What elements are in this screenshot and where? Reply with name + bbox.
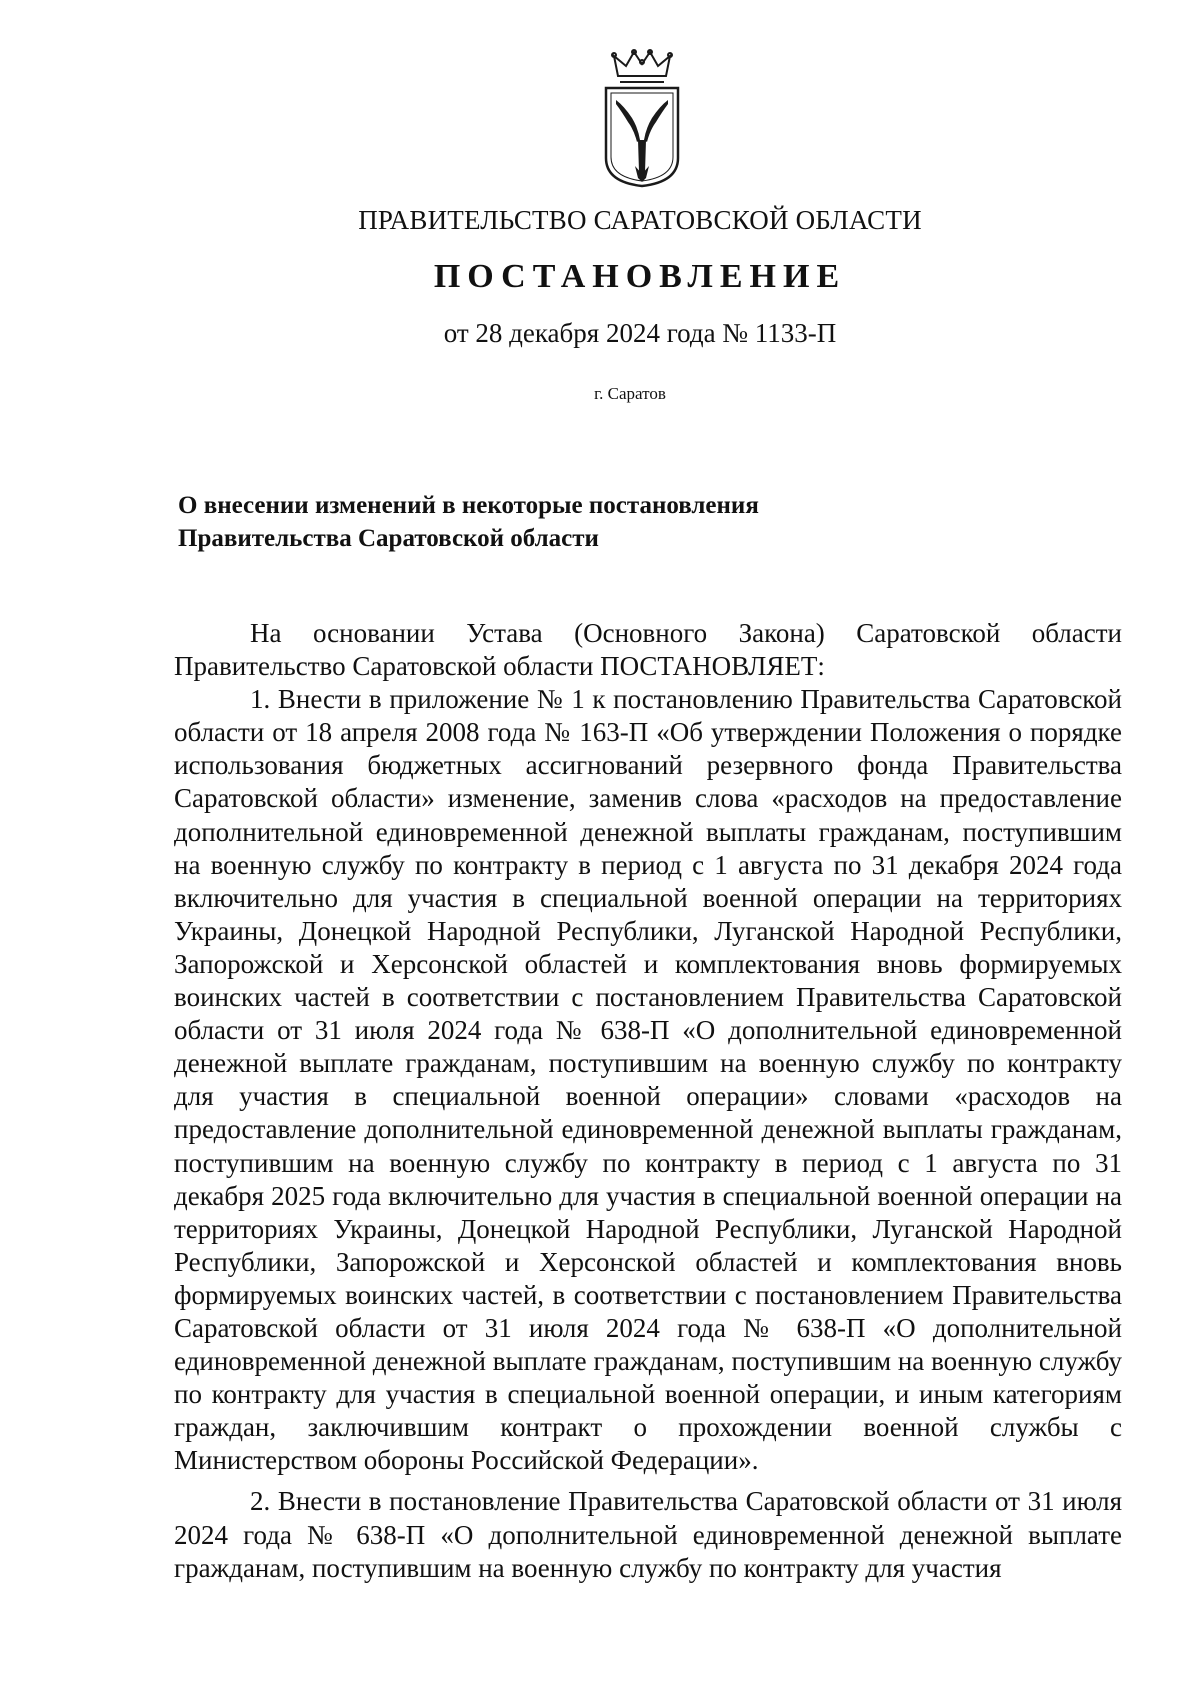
body-item-2: 2. Внести в постановление Правительства Саратовской области от 31 июля 2024 года № 638-П «О дополнительной единовременной денежной выплате гражданам, поступившим на военную службу по контракту для участия bbox=[174, 1486, 1122, 1583]
document-subject bbox=[178, 489, 978, 555]
document-date-number: от 28 декабря 2024 года № 1133-П bbox=[443, 318, 837, 348]
body-intro: На основании Устава (Основного Закона) Саратовской области Правительство Саратовской области ПОСТАНОВЛЯЕТ: bbox=[174, 618, 1122, 682]
document-type: ПОСТАНОВЛЕНИЕ bbox=[433, 258, 847, 295]
saratov-coat-of-arms-icon bbox=[602, 48, 682, 188]
subject-line-1: О внесении изменений в некоторые постановления bbox=[178, 492, 759, 519]
document-city: г. Саратов bbox=[594, 384, 666, 403]
subject-line-2: Правительства Саратовской области bbox=[178, 525, 599, 552]
document-body bbox=[174, 617, 1122, 1585]
government-name: ПРАВИТЕЛЬСТВО САРАТОВСКОЙ ОБЛАСТИ bbox=[358, 205, 922, 235]
body-item-1: 1. Внести в приложение № 1 к постановлению Правительства Саратовской области от 18 апреля 2008 года № 163-П «Об утверждении Положения о порядке использования бюджетных ассигнований резервного фонда Правительства Саратовской области» изменение, заменив слова «расходов на предоставление дополнительной единовременной денежной выплаты гражданам, поступившим на военную службу по контракту в период с 1 августа по 31 декабря 2024 года включительно для участия в специальной военной операции на территориях Украины, Донецкой Народной Республики, Луганской Народной Республики, Запорожской и Херсонской областей и комплектования вновь формируемых воинских частей в соответствии с постановлением Правительства Саратовской области от 31 июля 2024 года № 638-П «О дополнительной единовременной денежной выплате гражданам, поступившим на военную службу по контракту для участия в специальной военной операции» словами «расходов на предоставление дополнительной единовременной денежной выплаты гражданам, поступившим на военную службу по контракту в период с 1 августа по 31 декабря 2025 года включительно для участия в специальной военной операции на территориях Украины, Донецкой Народной Республики, Луганской Народной Республики, Запорожской и Херсонской областей и комплектования вновь формируемых воинских частей, в соответствии с постановлением Правительства Саратовской области от 31 июля 2024 года № 638-П «О дополнительной единовременной денежной выплате гражданам, поступившим на военную службу по контракту для участия в специальной военной операции, и иным категориям граждан, заключившим контракт о прохождении военной службы с Министерством обороны Российской Федерации». bbox=[174, 684, 1122, 1476]
